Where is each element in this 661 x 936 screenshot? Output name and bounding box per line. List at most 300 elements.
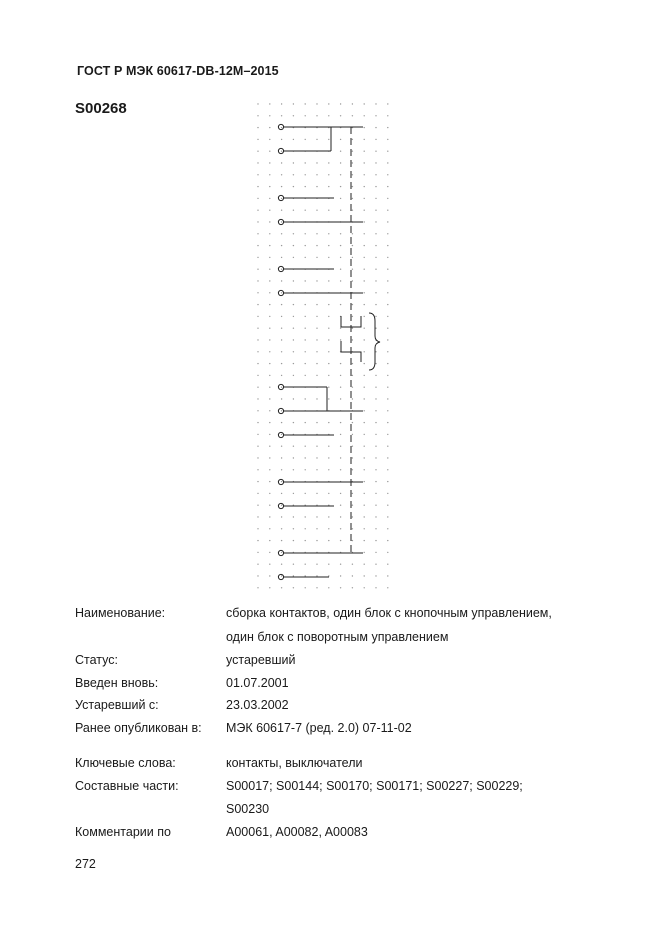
grid-dot xyxy=(352,316,353,317)
grid-dot xyxy=(328,139,329,140)
grid-dot xyxy=(293,339,294,340)
grid-dot xyxy=(281,375,282,376)
grid-dot xyxy=(316,316,317,317)
grid-dot xyxy=(375,481,376,482)
grid-dot xyxy=(352,516,353,517)
introduced-value: 01.07.2001 xyxy=(226,676,289,690)
grid-dot xyxy=(257,103,258,104)
grid-dot xyxy=(340,269,341,270)
grid-dot xyxy=(387,540,388,541)
grid-dot xyxy=(316,422,317,423)
grid-dot xyxy=(269,481,270,482)
grid-dot xyxy=(293,516,294,517)
grid-dot xyxy=(257,245,258,246)
grid-dot xyxy=(375,398,376,399)
grid-dot xyxy=(269,103,270,104)
grid-dot xyxy=(269,304,270,305)
grid-dot xyxy=(281,339,282,340)
grid-dot xyxy=(316,280,317,281)
grid-dot xyxy=(316,186,317,187)
grid-dot xyxy=(257,186,258,187)
grid-dot xyxy=(340,174,341,175)
grid-dot xyxy=(352,139,353,140)
grid-dot xyxy=(364,398,365,399)
grid-dot xyxy=(375,115,376,116)
grid-dot xyxy=(364,127,365,128)
grid-dot xyxy=(387,375,388,376)
grid-dot xyxy=(257,540,258,541)
grid-dot xyxy=(257,127,258,128)
grid-dot xyxy=(281,280,282,281)
grid-dot xyxy=(281,422,282,423)
parts-value-line2: S00230 xyxy=(226,802,270,816)
grid-dot xyxy=(340,375,341,376)
grid-dot xyxy=(316,363,317,364)
grid-dot xyxy=(257,233,258,234)
grid-dot xyxy=(387,434,388,435)
grid-dot xyxy=(387,186,388,187)
grid-dot xyxy=(364,162,365,163)
grid-dot xyxy=(269,505,270,506)
grid-dot xyxy=(269,398,270,399)
grid-dot xyxy=(387,516,388,517)
grid-dot xyxy=(387,505,388,506)
grid-dot xyxy=(281,528,282,529)
grid-dot xyxy=(364,375,365,376)
grid-dot xyxy=(257,457,258,458)
grid-dot xyxy=(375,552,376,553)
terminal xyxy=(278,195,283,200)
grid-dot xyxy=(387,446,388,447)
grid-dot xyxy=(328,457,329,458)
grid-dot xyxy=(269,257,270,258)
grid-dot xyxy=(364,575,365,576)
grid-dot xyxy=(257,387,258,388)
grid-dot xyxy=(328,446,329,447)
grid-dot xyxy=(340,257,341,258)
grid-dot xyxy=(387,481,388,482)
grid-dot xyxy=(364,363,365,364)
grid-dot xyxy=(257,446,258,447)
grid-dot xyxy=(387,410,388,411)
grid-dot xyxy=(340,505,341,506)
grid-dot xyxy=(305,162,306,163)
grid-dot xyxy=(269,269,270,270)
grid-dot xyxy=(293,186,294,187)
grid-dot xyxy=(316,446,317,447)
grid-dot xyxy=(352,328,353,329)
grid-dot xyxy=(352,375,353,376)
grid-dot xyxy=(293,528,294,529)
grid-dot xyxy=(257,304,258,305)
grid-dot xyxy=(364,292,365,293)
grid-dot xyxy=(305,422,306,423)
grid-dot xyxy=(375,422,376,423)
grid-dot xyxy=(364,351,365,352)
grid-dot xyxy=(257,115,258,116)
grid-dot xyxy=(316,245,317,246)
grid-dot xyxy=(328,351,329,352)
obsolete-label: Устаревший с: xyxy=(75,698,159,712)
grid-dot xyxy=(257,434,258,435)
grid-dot xyxy=(375,304,376,305)
grid-dot xyxy=(375,280,376,281)
grid-dot xyxy=(352,422,353,423)
grid-dot xyxy=(364,540,365,541)
terminal xyxy=(278,503,283,508)
grid-dot xyxy=(352,505,353,506)
grid-dot xyxy=(364,316,365,317)
grid-dot xyxy=(316,375,317,376)
grid-dot xyxy=(305,139,306,140)
grid-dot xyxy=(269,375,270,376)
symbol-code: S00268 xyxy=(75,100,127,117)
terminal xyxy=(278,124,283,129)
grid-dot xyxy=(281,316,282,317)
grid-dot xyxy=(352,446,353,447)
grid-dot xyxy=(328,469,329,470)
grid-dot xyxy=(340,151,341,152)
grid-dot xyxy=(305,280,306,281)
grid-dot xyxy=(328,422,329,423)
grid-dot xyxy=(293,103,294,104)
grid-dot xyxy=(305,339,306,340)
grid-dot xyxy=(281,481,282,482)
grid-dot xyxy=(340,363,341,364)
grid-dot xyxy=(364,446,365,447)
grid-dot xyxy=(375,575,376,576)
grid-dot xyxy=(293,457,294,458)
grid-dot xyxy=(364,115,365,116)
grid-dot xyxy=(328,210,329,211)
grid-dot xyxy=(375,292,376,293)
grid-dot xyxy=(281,221,282,222)
grid-dot xyxy=(281,151,282,152)
grid-dot xyxy=(316,162,317,163)
grid-dot xyxy=(387,398,388,399)
grid-dot xyxy=(293,280,294,281)
grid-dot xyxy=(257,269,258,270)
grid-dot xyxy=(364,139,365,140)
grid-dot xyxy=(364,174,365,175)
grid-dot xyxy=(340,387,341,388)
grid-dot xyxy=(316,139,317,140)
grid-dot xyxy=(375,505,376,506)
grid-dot xyxy=(375,457,376,458)
grid-dot xyxy=(281,162,282,163)
grid-dot xyxy=(387,304,388,305)
comments-label: Комментарии по xyxy=(75,825,171,839)
grid-dot xyxy=(269,587,270,588)
grid-dot xyxy=(387,422,388,423)
grid-dot xyxy=(316,351,317,352)
grid-dot xyxy=(305,115,306,116)
grid-dot xyxy=(316,516,317,517)
grid-dot xyxy=(364,103,365,104)
grid-dot xyxy=(340,493,341,494)
grid-dot xyxy=(352,103,353,104)
grid-dot xyxy=(328,328,329,329)
grid-dot xyxy=(375,493,376,494)
grid-dot xyxy=(387,233,388,234)
grid-dot xyxy=(375,564,376,565)
grid-dot xyxy=(328,575,329,576)
grid-dot xyxy=(293,304,294,305)
grid-dot xyxy=(269,457,270,458)
name-value-line2: один блок с поворотным управлением xyxy=(226,630,449,644)
grid-dot xyxy=(269,139,270,140)
grid-dot xyxy=(281,351,282,352)
keywords-value: контакты, выключатели xyxy=(226,756,363,770)
grid-dot xyxy=(269,127,270,128)
grid-dot xyxy=(305,257,306,258)
grid-dot xyxy=(316,398,317,399)
brace xyxy=(369,313,380,370)
grid-dot xyxy=(269,186,270,187)
grid-dot xyxy=(328,387,329,388)
grid-dot xyxy=(305,375,306,376)
grid-dot xyxy=(328,363,329,364)
grid-dot xyxy=(269,422,270,423)
grid-dot xyxy=(387,162,388,163)
grid-dot xyxy=(269,387,270,388)
grid-dot xyxy=(352,564,353,565)
grid-dot xyxy=(269,434,270,435)
grid-dot xyxy=(387,210,388,211)
grid-dot xyxy=(352,210,353,211)
grid-dot xyxy=(340,233,341,234)
grid-dot xyxy=(375,316,376,317)
grid-dot xyxy=(340,434,341,435)
name-label: Наименование: xyxy=(75,606,166,620)
grid-dot xyxy=(387,127,388,128)
grid-dot xyxy=(340,304,341,305)
grid-dot xyxy=(328,540,329,541)
grid-dot xyxy=(281,564,282,565)
grid-dot xyxy=(387,115,388,116)
grid-dot xyxy=(352,245,353,246)
grid-dot xyxy=(328,375,329,376)
grid-dot xyxy=(269,292,270,293)
grid-dot xyxy=(257,375,258,376)
grid-dot xyxy=(375,328,376,329)
status-value: устаревший xyxy=(226,653,296,667)
grid-dot xyxy=(328,186,329,187)
grid-dot xyxy=(293,328,294,329)
grid-dot xyxy=(352,257,353,258)
grid-dot xyxy=(257,410,258,411)
grid-dot xyxy=(375,233,376,234)
grid-dot xyxy=(364,210,365,211)
grid-dot xyxy=(375,528,376,529)
comments-value: A00061, A00082, A00083 xyxy=(226,825,368,839)
grid-dot xyxy=(316,233,317,234)
grid-dot xyxy=(364,564,365,565)
grid-dot xyxy=(293,422,294,423)
grid-dot xyxy=(305,316,306,317)
grid-dot xyxy=(305,457,306,458)
grid-dot xyxy=(269,575,270,576)
grid-dot xyxy=(328,528,329,529)
grid-dot xyxy=(257,280,258,281)
grid-dot xyxy=(364,481,365,482)
grid-dot xyxy=(316,328,317,329)
grid-dot xyxy=(316,210,317,211)
grid-dot xyxy=(281,292,282,293)
grid-dot xyxy=(364,245,365,246)
grid-dot xyxy=(281,174,282,175)
grid-dot xyxy=(257,481,258,482)
grid-dot xyxy=(364,528,365,529)
grid-dot xyxy=(364,221,365,222)
grid-dot xyxy=(269,446,270,447)
grid-dot xyxy=(328,516,329,517)
grid-dot xyxy=(328,339,329,340)
grid-dot xyxy=(387,139,388,140)
grid-dot xyxy=(387,151,388,152)
grid-dot xyxy=(375,410,376,411)
grid-dot xyxy=(375,434,376,435)
grid-dot xyxy=(364,151,365,152)
grid-dot xyxy=(364,422,365,423)
grid-dot xyxy=(269,564,270,565)
grid-dot xyxy=(305,328,306,329)
grid-dot xyxy=(387,363,388,364)
grid-dot xyxy=(352,528,353,529)
grid-dot xyxy=(257,398,258,399)
grid-dot xyxy=(364,304,365,305)
grid-dot xyxy=(352,269,353,270)
grid-dot xyxy=(387,528,388,529)
grid-dot xyxy=(375,540,376,541)
grid-dot xyxy=(364,493,365,494)
grid-dot xyxy=(257,587,258,588)
grid-dot xyxy=(257,162,258,163)
grid-dot xyxy=(316,115,317,116)
grid-dot xyxy=(281,304,282,305)
grid-dot xyxy=(387,103,388,104)
grid-dot xyxy=(375,186,376,187)
grid-dot xyxy=(375,446,376,447)
grid-dot xyxy=(340,564,341,565)
grid-dot xyxy=(269,540,270,541)
grid-dot xyxy=(293,210,294,211)
grid-dot xyxy=(281,587,282,588)
grid-dot xyxy=(269,210,270,211)
grid-dot xyxy=(387,469,388,470)
grid-dot xyxy=(352,398,353,399)
grid-dot xyxy=(375,269,376,270)
grid-dot xyxy=(340,575,341,576)
grid-dot xyxy=(340,162,341,163)
grid-dot xyxy=(387,493,388,494)
grid-dots xyxy=(257,103,388,588)
grid-dot xyxy=(340,540,341,541)
introduced-label: Введен вновь: xyxy=(75,676,159,690)
grid-dot xyxy=(281,505,282,506)
keywords-label: Ключевые слова: xyxy=(75,756,176,770)
published-value: МЭК 60617-7 (ред. 2.0) 07-11-02 xyxy=(226,721,412,735)
grid-dot xyxy=(257,328,258,329)
grid-dot xyxy=(375,103,376,104)
grid-dot xyxy=(387,198,388,199)
grid-dot xyxy=(387,457,388,458)
grid-dot xyxy=(293,115,294,116)
grid-dot xyxy=(352,233,353,234)
grid-dot xyxy=(257,292,258,293)
grid-dot xyxy=(281,186,282,187)
grid-dot xyxy=(364,505,365,506)
grid-dot xyxy=(257,564,258,565)
grid-dot xyxy=(375,516,376,517)
grid-dot xyxy=(316,540,317,541)
grid-dot xyxy=(257,469,258,470)
status-label: Статус: xyxy=(75,653,118,667)
grid-dot xyxy=(375,174,376,175)
grid-dot xyxy=(352,115,353,116)
grid-dot xyxy=(269,174,270,175)
grid-dot xyxy=(387,552,388,553)
grid-dot xyxy=(281,457,282,458)
grid-dot xyxy=(340,469,341,470)
grid-dot xyxy=(257,516,258,517)
grid-dot xyxy=(281,446,282,447)
grid-dot xyxy=(293,564,294,565)
grid-dot xyxy=(305,233,306,234)
terminal xyxy=(278,432,283,437)
grid-dot xyxy=(387,328,388,329)
grid-dot xyxy=(305,516,306,517)
grid-dot xyxy=(364,457,365,458)
grid-dot xyxy=(257,505,258,506)
grid-dot xyxy=(257,339,258,340)
grid-dot xyxy=(293,316,294,317)
grid-dot xyxy=(293,245,294,246)
grid-dot xyxy=(375,151,376,152)
grid-dot xyxy=(352,575,353,576)
grid-dot xyxy=(387,280,388,281)
grid-dot xyxy=(340,339,341,340)
published-label: Ранее опубликован в: xyxy=(75,721,202,735)
grid-dot xyxy=(316,257,317,258)
grid-dot xyxy=(293,493,294,494)
grid-dot xyxy=(387,564,388,565)
grid-dot xyxy=(281,328,282,329)
grid-dot xyxy=(328,316,329,317)
grid-dot xyxy=(281,516,282,517)
grid-dot xyxy=(364,280,365,281)
grid-dot xyxy=(364,434,365,435)
standard-header: ГОСТ Р МЭК 60617-DB-12M–2015 xyxy=(77,64,279,78)
grid-dot xyxy=(257,316,258,317)
grid-dot xyxy=(328,564,329,565)
grid-dot xyxy=(305,587,306,588)
grid-dot xyxy=(281,493,282,494)
grid-dot xyxy=(316,575,317,576)
grid-dot xyxy=(269,280,270,281)
grid-dot xyxy=(257,174,258,175)
grid-dot xyxy=(352,198,353,199)
grid-dot xyxy=(281,233,282,234)
grid-dot xyxy=(281,552,282,553)
grid-dot xyxy=(281,469,282,470)
terminal xyxy=(278,479,283,484)
grid-dot xyxy=(293,351,294,352)
terminal xyxy=(278,550,283,555)
grid-dot xyxy=(375,351,376,352)
grid-dot xyxy=(340,103,341,104)
grid-dot xyxy=(305,528,306,529)
